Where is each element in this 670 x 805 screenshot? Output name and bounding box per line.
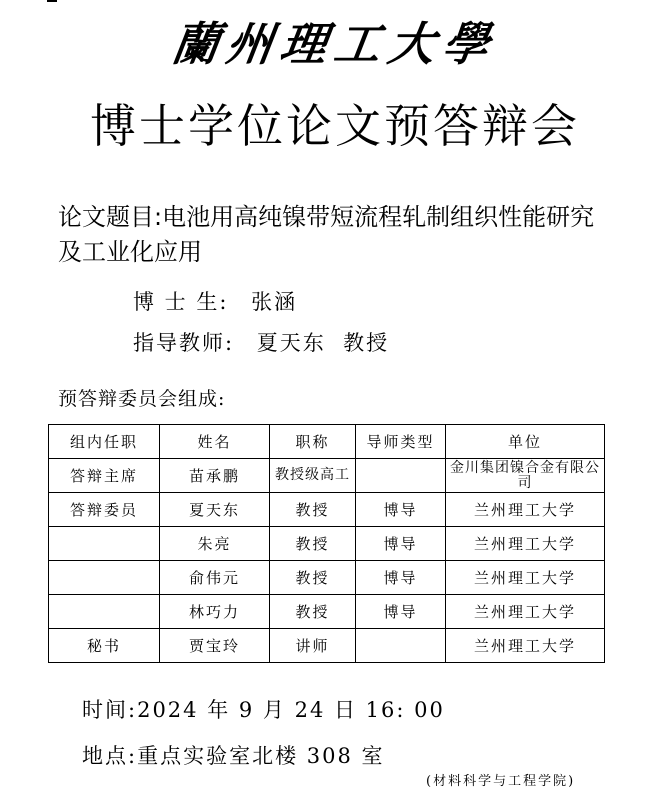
place-row	[82, 740, 385, 770]
column-header: 职称	[270, 425, 356, 459]
cell-type: 博导	[356, 595, 446, 629]
cell-unit: 兰州理工大学	[446, 527, 605, 561]
university-logo: 蘭州理工大學	[168, 17, 501, 71]
candidate-label: 博 士 生:	[133, 290, 229, 314]
cell-name: 夏天东	[160, 493, 270, 527]
table-row	[49, 629, 605, 663]
cell-name: 朱亮	[160, 527, 270, 561]
cell-role: 秘书	[49, 629, 160, 663]
supervisor-name: 夏天东 教授	[256, 331, 390, 355]
cell-type: 博导	[356, 561, 446, 595]
cell-unit: 兰州理工大学	[446, 595, 605, 629]
cell-unit: 兰州理工大学	[446, 629, 605, 663]
cell-title: 教授	[270, 595, 356, 629]
cell-role	[49, 595, 160, 629]
table-row	[49, 459, 605, 493]
cell-unit: 兰州理工大学	[446, 493, 605, 527]
table-row	[49, 595, 605, 629]
time-row	[82, 694, 445, 724]
cell-role: 答辩委员	[49, 493, 160, 527]
column-header: 姓名	[160, 425, 270, 459]
cell-title: 教授级高工	[270, 459, 356, 493]
school-footer: (材料科学与工程学院)	[426, 774, 576, 789]
cell-role	[49, 561, 160, 595]
cell-role: 答辩主席	[49, 459, 160, 493]
cell-title: 讲师	[270, 629, 356, 663]
table-header-row	[49, 425, 605, 459]
cell-unit: 金川集团镍合金有限公司	[446, 459, 605, 493]
corner-mark	[47, 0, 57, 2]
committee-title: 预答辩委员会组成:	[58, 388, 226, 410]
table-row	[49, 527, 605, 561]
cell-name: 林巧力	[160, 595, 270, 629]
thesis-label: 论文题目:	[58, 203, 163, 231]
cell-title: 教授	[270, 527, 356, 561]
cell-type	[356, 459, 446, 493]
thesis-text: 电池用高纯镍带短流程轧制组织性能研究及工业化应用	[58, 203, 595, 266]
cell-role	[49, 527, 160, 561]
cell-title: 教授	[270, 493, 356, 527]
column-header: 单位	[446, 425, 605, 459]
cell-name: 俞伟元	[160, 561, 270, 595]
cell-type	[356, 629, 446, 663]
cell-title: 教授	[270, 561, 356, 595]
supervisor-row	[133, 327, 389, 357]
column-header: 组内任职	[49, 425, 160, 459]
table-row	[49, 493, 605, 527]
thesis-title	[58, 200, 618, 270]
cell-type: 博导	[356, 493, 446, 527]
committee-table	[48, 424, 605, 663]
cell-unit: 兰州理工大学	[446, 561, 605, 595]
time-label: 时间:	[82, 698, 138, 722]
candidate-name: 张涵	[251, 290, 298, 314]
candidate-row	[133, 286, 297, 316]
cell-name: 贾宝玲	[160, 629, 270, 663]
cell-name: 苗承鹏	[160, 459, 270, 493]
cell-type: 博导	[356, 527, 446, 561]
place-value: 重点实验室北楼 308 室	[137, 744, 385, 768]
page-title: 博士学位论文预答辩会	[90, 99, 580, 153]
supervisor-label: 指导教师:	[133, 331, 235, 355]
column-header: 导师类型	[356, 425, 446, 459]
place-label: 地点:	[82, 744, 138, 768]
time-value: 2024 年 9 月 24 日 16: 00	[137, 698, 445, 722]
table-row	[49, 561, 605, 595]
